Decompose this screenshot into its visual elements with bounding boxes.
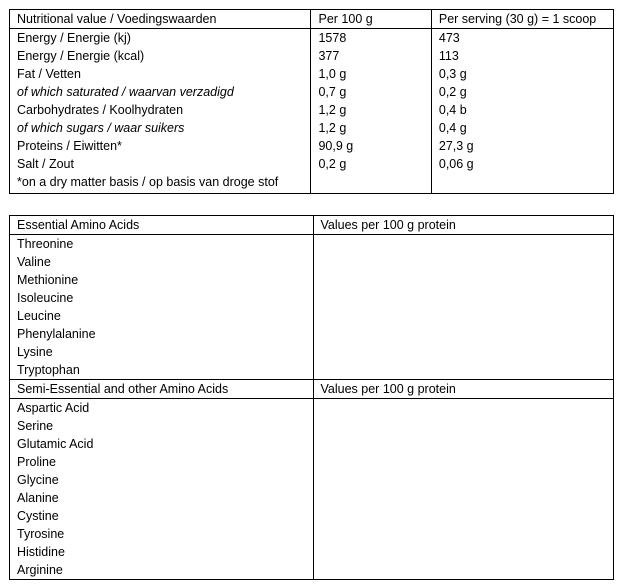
essential-amino-list (10, 235, 314, 380)
nutrition-cell-serving: 0,2 g (431, 83, 613, 101)
nutrition-row (10, 137, 614, 155)
nutrition-cell-serving: 0,3 g (431, 65, 613, 83)
nutrition-row (10, 101, 614, 119)
amino-acid-item: Glycine (17, 473, 59, 487)
nutrition-cell-serving: 27,3 g (431, 137, 613, 155)
amino-acid-item: Leucine (17, 309, 61, 323)
nutrition-footnote-empty-per100 (311, 173, 431, 194)
semi-header: Semi-Essential and other Amino Acids (10, 380, 314, 399)
amino-acid-item: Cystine (17, 509, 59, 523)
nutrition-table (9, 9, 614, 194)
semi-body-row (10, 399, 614, 580)
nutrition-footnote-row (10, 173, 614, 194)
amino-acid-table (9, 215, 614, 580)
amino-acid-item: Arginine (17, 563, 63, 577)
nutrition-footnote-empty-serving (431, 173, 613, 194)
nutrition-footnote: *on a dry matter basis / op basis van droge stof (10, 173, 311, 194)
essential-header-row (10, 216, 614, 235)
nutrition-cell-per100: 90,9 g (311, 137, 431, 155)
amino-acid-item: Histidine (17, 545, 65, 559)
nutrition-cell-label: Fat / Vetten (10, 65, 311, 83)
amino-acid-item: Tryptophan (17, 363, 80, 377)
amino-acid-item: Isoleucine (17, 291, 74, 305)
essential-value-header: Values per 100 g protein (313, 216, 613, 235)
nutrition-header-row (10, 10, 614, 29)
amino-acid-item: Phenylalanine (17, 327, 96, 341)
nutrition-cell-serving: 0,06 g (431, 155, 613, 173)
amino-acid-item: Lysine (17, 345, 53, 359)
amino-acid-item: Glutamic Acid (17, 437, 94, 451)
nutrition-cell-serving: 473 (431, 29, 613, 48)
nutrition-cell-label: Salt / Zout (10, 155, 311, 173)
nutrition-cell-per100: 1,0 g (311, 65, 431, 83)
nutrition-cell-label: Proteins / Eiwitten* (10, 137, 311, 155)
nutrition-cell-serving: 0,4 b (431, 101, 613, 119)
amino-acid-item: Tyrosine (17, 527, 65, 541)
nutrition-header-serving: Per serving (30 g) = 1 scoop (431, 10, 613, 29)
nutrition-row (10, 29, 614, 48)
semi-header-row (10, 380, 614, 399)
nutrition-cell-label: Energy / Energie (kj) (10, 29, 311, 48)
amino-acid-item: Methionine (17, 273, 79, 287)
amino-acid-item: Alanine (17, 491, 59, 505)
nutrition-cell-serving: 113 (431, 47, 613, 65)
nutrition-row (10, 155, 614, 173)
nutrition-cell-per100: 0,2 g (311, 155, 431, 173)
nutrition-cell-label: of which sugars / waar suikers (10, 119, 311, 137)
semi-amino-list (10, 399, 314, 580)
nutrition-cell-per100: 0,7 g (311, 83, 431, 101)
nutrition-cell-per100: 1,2 g (311, 119, 431, 137)
nutrition-cell-label: of which saturated / waarvan verzadigd (10, 83, 311, 101)
nutrition-cell-per100: 377 (311, 47, 431, 65)
amino-acid-item: Proline (17, 455, 56, 469)
semi-value-header: Values per 100 g protein (313, 380, 613, 399)
semi-values-cell (313, 399, 613, 580)
amino-acid-item: Serine (17, 419, 54, 433)
nutrition-header-label: Nutritional value / Voedingswaarden (10, 10, 311, 29)
nutrition-cell-label: Carbohydrates / Koolhydraten (10, 101, 311, 119)
essential-header: Essential Amino Acids (10, 216, 314, 235)
nutrition-header-per100: Per 100 g (311, 10, 431, 29)
nutrition-cell-per100: 1578 (311, 29, 431, 48)
essential-values-cell (313, 235, 613, 380)
nutrition-body (10, 29, 614, 174)
nutrition-cell-label: Energy / Energie (kcal) (10, 47, 311, 65)
amino-acid-item: Aspartic Acid (17, 401, 90, 415)
nutrition-row (10, 47, 614, 65)
nutrition-row (10, 119, 614, 137)
nutrition-cell-serving: 0,4 g (431, 119, 613, 137)
nutrition-row (10, 65, 614, 83)
nutrition-cell-per100: 1,2 g (311, 101, 431, 119)
essential-body-row (10, 235, 614, 380)
amino-acid-item: Threonine (17, 237, 74, 251)
nutrition-row (10, 83, 614, 101)
amino-acid-item: Valine (17, 255, 51, 269)
